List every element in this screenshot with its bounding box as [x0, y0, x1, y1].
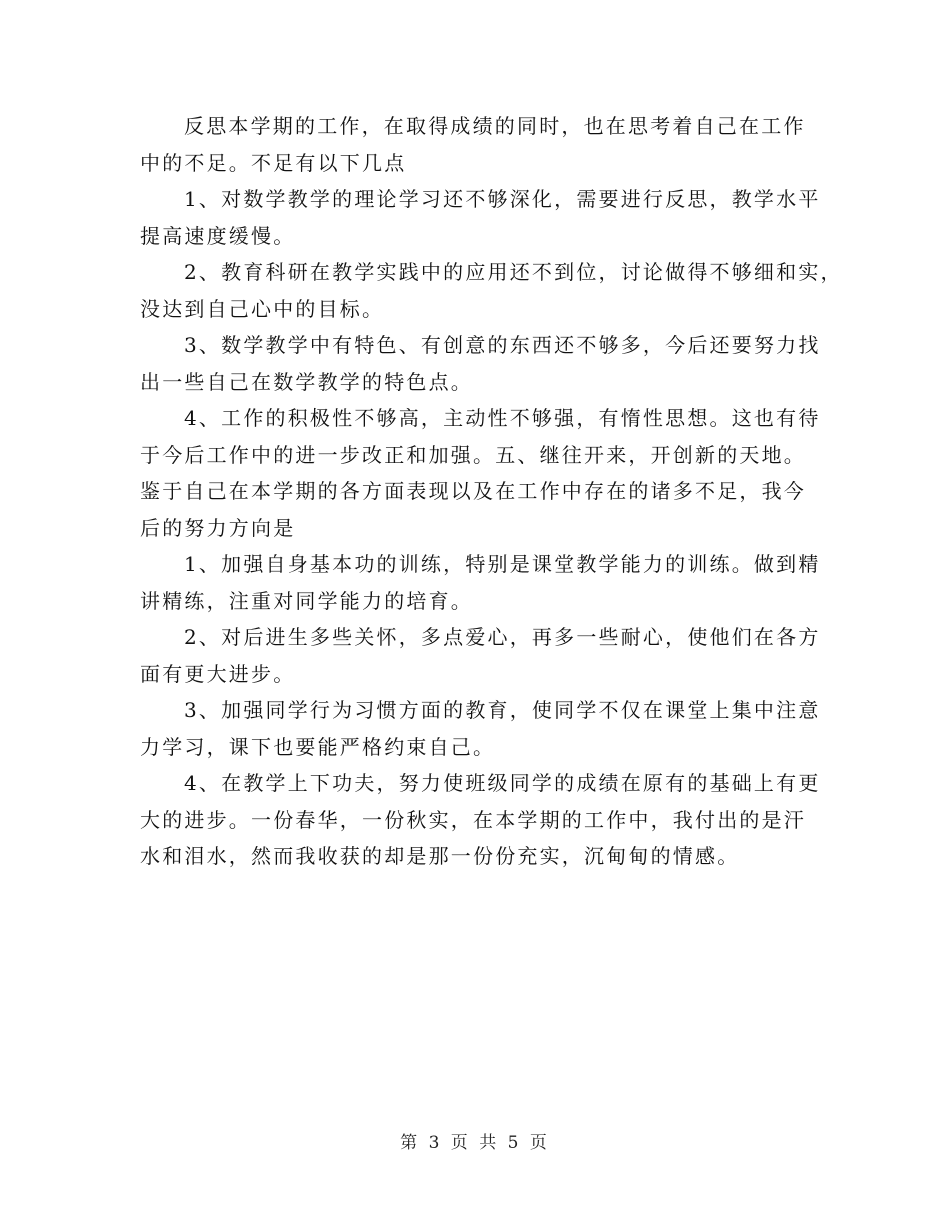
shortcoming-3-line-2: 出一些自己在数学教学的特色点。 — [140, 369, 473, 394]
direction-4-line-1: 4、在教学上下功夫，努力使班级同学的成绩在原有的基础上有更 — [184, 771, 821, 795]
shortcoming-4-line-1: 4、工作的积极性不够高，主动性不够强，有惰性思想。这也有待 — [184, 406, 821, 430]
shortcoming-2-line-2: 没达到自己心中的目标。 — [140, 296, 385, 321]
document-body — [140, 108, 843, 875]
shortcoming-4-line-2: 于今后工作中的进一步改正和加强。五、继往开来，开创新的天地。 — [140, 442, 806, 467]
direction-intro-line-2: 后的努力方向是 — [140, 515, 296, 540]
shortcoming-1-line-1: 1、对数学教学的理论学习还不够深化，需要进行反思，教学水平 — [184, 187, 821, 211]
direction-1-line-2: 讲精练，注重对同学能力的培育。 — [140, 588, 473, 613]
direction-4-line-3: 水和泪水，然而我收获的却是那一份份充实，沉甸甸的情感。 — [140, 844, 740, 868]
direction-2-line-2: 面有更大进步。 — [140, 661, 296, 686]
paragraph-reflection-line-2: 中的不足。不足有以下几点 — [140, 150, 407, 175]
direction-intro-line-1: 鉴于自己在本学期的各方面表现以及在工作中存在的诸多不足，我今 — [140, 479, 806, 503]
direction-3-line-2: 力学习，课下也要能严格约束自己。 — [140, 734, 496, 759]
direction-3-line-1: 3、加强同学行为习惯方面的教育，使同学不仅在课堂上集中注意 — [184, 698, 821, 722]
shortcoming-3-line-1: 3、数学教学中有特色、有创意的东西还不够多，今后还要努力找 — [184, 333, 821, 357]
direction-1-line-1: 1、加强自身基本功的训练，特别是课堂教学能力的训练。做到精 — [184, 552, 821, 576]
direction-4-line-2: 大的进步。一份春华，一份秋实，在本学期的工作中，我付出的是汗 — [140, 807, 806, 832]
page-number-footer: 第 3 页 共 5 页 — [400, 1133, 550, 1153]
direction-2-line-1: 2、对后进生多些关怀，多点爱心，再多一些耐心，使他们在各方 — [184, 625, 821, 649]
shortcoming-1-line-2: 提高速度缓慢。 — [140, 223, 296, 248]
paragraph-reflection-line-1: 反思本学期的工作，在取得成绩的同时，也在思考着自己在工作 — [184, 114, 806, 138]
shortcoming-2-line-1: 2、教育科研在教学实践中的应用还不到位，讨论做得不够细和实， — [184, 260, 843, 284]
